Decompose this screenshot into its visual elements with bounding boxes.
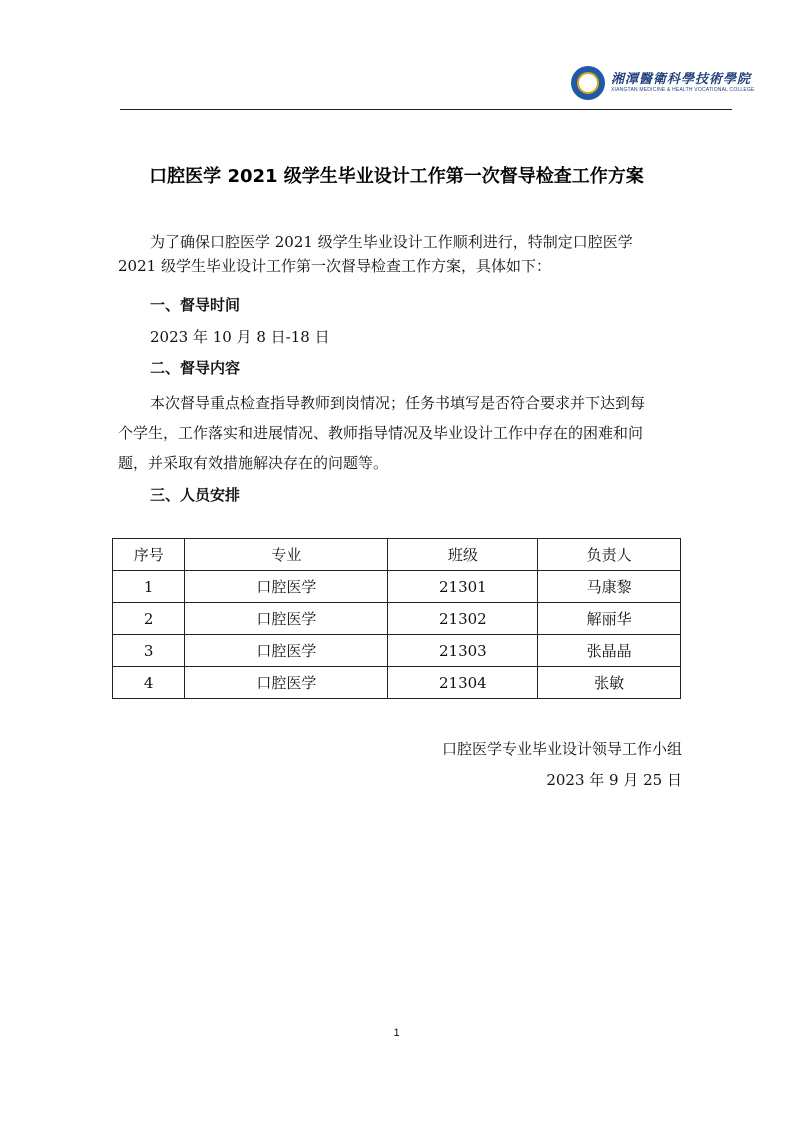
cell-owner: 解丽华 bbox=[538, 603, 681, 635]
school-name-cn: 湘潭醫衛科學技術學院 bbox=[611, 72, 752, 87]
school-logo bbox=[571, 64, 755, 104]
signature-date: 2023 年 9 月 25 日 bbox=[546, 771, 682, 789]
header-divider bbox=[120, 109, 732, 110]
table-header-row bbox=[113, 539, 681, 571]
table-row bbox=[113, 667, 681, 699]
school-name-en: XIANGTAN MEDICINE & HEALTH VOCATIONAL COLLEGE bbox=[611, 87, 755, 93]
content-line-2: 个学生，工作落实和进展情况、教师指导情况及毕业设计工作中存在的困难和问 bbox=[118, 424, 644, 442]
school-seal-icon bbox=[571, 66, 605, 100]
intro-line-1: 为了确保口腔医学 2021 级学生毕业设计工作顺利进行，特制定口腔医学 bbox=[150, 233, 633, 251]
intro-line-2: 2021 级学生毕业设计工作第一次督导检查工作方案，具体如下： bbox=[118, 257, 551, 275]
content-line-3: 题，并采取有效措施解决存在的问题等。 bbox=[118, 454, 389, 472]
table-row bbox=[113, 603, 681, 635]
table-row bbox=[113, 571, 681, 603]
cell-class: 21303 bbox=[388, 635, 538, 667]
cell-major: 口腔医学 bbox=[185, 571, 388, 603]
col-header-class: 班级 bbox=[388, 539, 538, 571]
section-heading-content: 二、督导内容 bbox=[150, 359, 241, 377]
cell-major: 口腔医学 bbox=[185, 603, 388, 635]
cell-owner: 张晶晶 bbox=[538, 635, 681, 667]
col-header-index: 序号 bbox=[113, 539, 185, 571]
cell-index: 3 bbox=[113, 635, 185, 667]
content-paragraph bbox=[118, 388, 678, 478]
page-number: 1 bbox=[393, 1027, 400, 1039]
cell-index: 4 bbox=[113, 667, 185, 699]
col-header-owner: 负责人 bbox=[538, 539, 681, 571]
intro-paragraph bbox=[118, 230, 678, 278]
section-heading-staff: 三、人员安排 bbox=[150, 486, 241, 504]
document-title: 口腔医学 2021 级学生毕业设计工作第一次督导检查工作方案 bbox=[149, 166, 644, 187]
cell-major: 口腔医学 bbox=[185, 667, 388, 699]
cell-index: 2 bbox=[113, 603, 185, 635]
cell-owner: 张敏 bbox=[538, 667, 681, 699]
cell-class: 21304 bbox=[388, 667, 538, 699]
cell-major: 口腔医学 bbox=[185, 635, 388, 667]
content-line-1: 本次督导重点检查指导教师到岗情况；任务书填写是否符合要求并下达到每 bbox=[150, 394, 646, 412]
table-row bbox=[113, 635, 681, 667]
cell-class: 21301 bbox=[388, 571, 538, 603]
section-heading-time: 一、督导时间 bbox=[150, 296, 241, 314]
cell-owner: 马康黎 bbox=[538, 571, 681, 603]
supervision-period: 2023 年 10 月 8 日-18 日 bbox=[150, 328, 330, 346]
cell-index: 1 bbox=[113, 571, 185, 603]
signature-org: 口腔医学专业毕业设计领导工作小组 bbox=[441, 740, 682, 758]
cell-class: 21302 bbox=[388, 603, 538, 635]
staff-table bbox=[112, 538, 681, 699]
col-header-major: 专业 bbox=[185, 539, 388, 571]
